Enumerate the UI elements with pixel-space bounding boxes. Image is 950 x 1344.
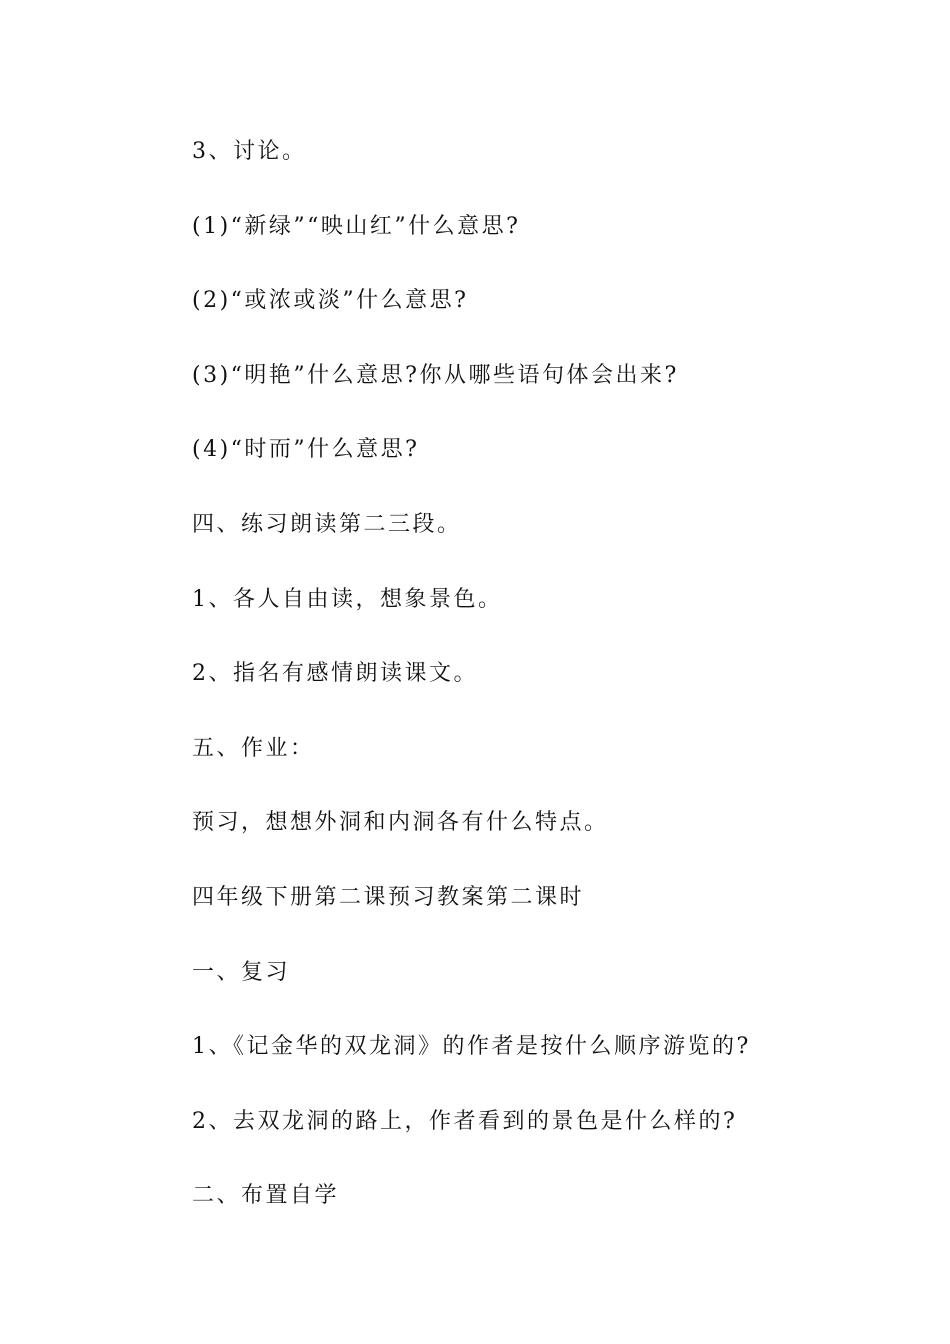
question-3: (3)“明艳”什么意思?你从哪些语句体会出来? (192, 362, 679, 388)
lesson-title: 四年级下册第二课预习教案第二课时 (192, 884, 585, 910)
question-1: (1)“新绿”“映山红”什么意思? (192, 213, 521, 239)
reading-step-2: 2、指名有感情朗读课文。 (192, 661, 478, 687)
question-4: (4)“时而”什么意思? (192, 437, 420, 463)
section-five-heading: 五、作业： (192, 735, 315, 761)
reading-step-1: 1、各人自由读，想象景色。 (192, 586, 503, 612)
question-2: (2)“或浓或淡”什么意思? (192, 288, 469, 314)
review-heading: 一、复习 (192, 959, 291, 985)
discussion-heading: 3、讨论。 (192, 139, 307, 164)
document-body (192, 134, 892, 1253)
homework-text: 预习，想想外洞和内洞各有什么特点。 (192, 810, 609, 836)
review-question-1: 1、《记金华的双龙洞》的作者是按什么顺序游览的? (192, 1034, 751, 1060)
review-question-2: 2、去双龙洞的路上，作者看到的景色是什么样的? (192, 1108, 738, 1134)
section-four-heading: 四、练习朗读第二三段。 (192, 511, 462, 537)
self-study-heading: 二、布置自学 (192, 1183, 340, 1209)
